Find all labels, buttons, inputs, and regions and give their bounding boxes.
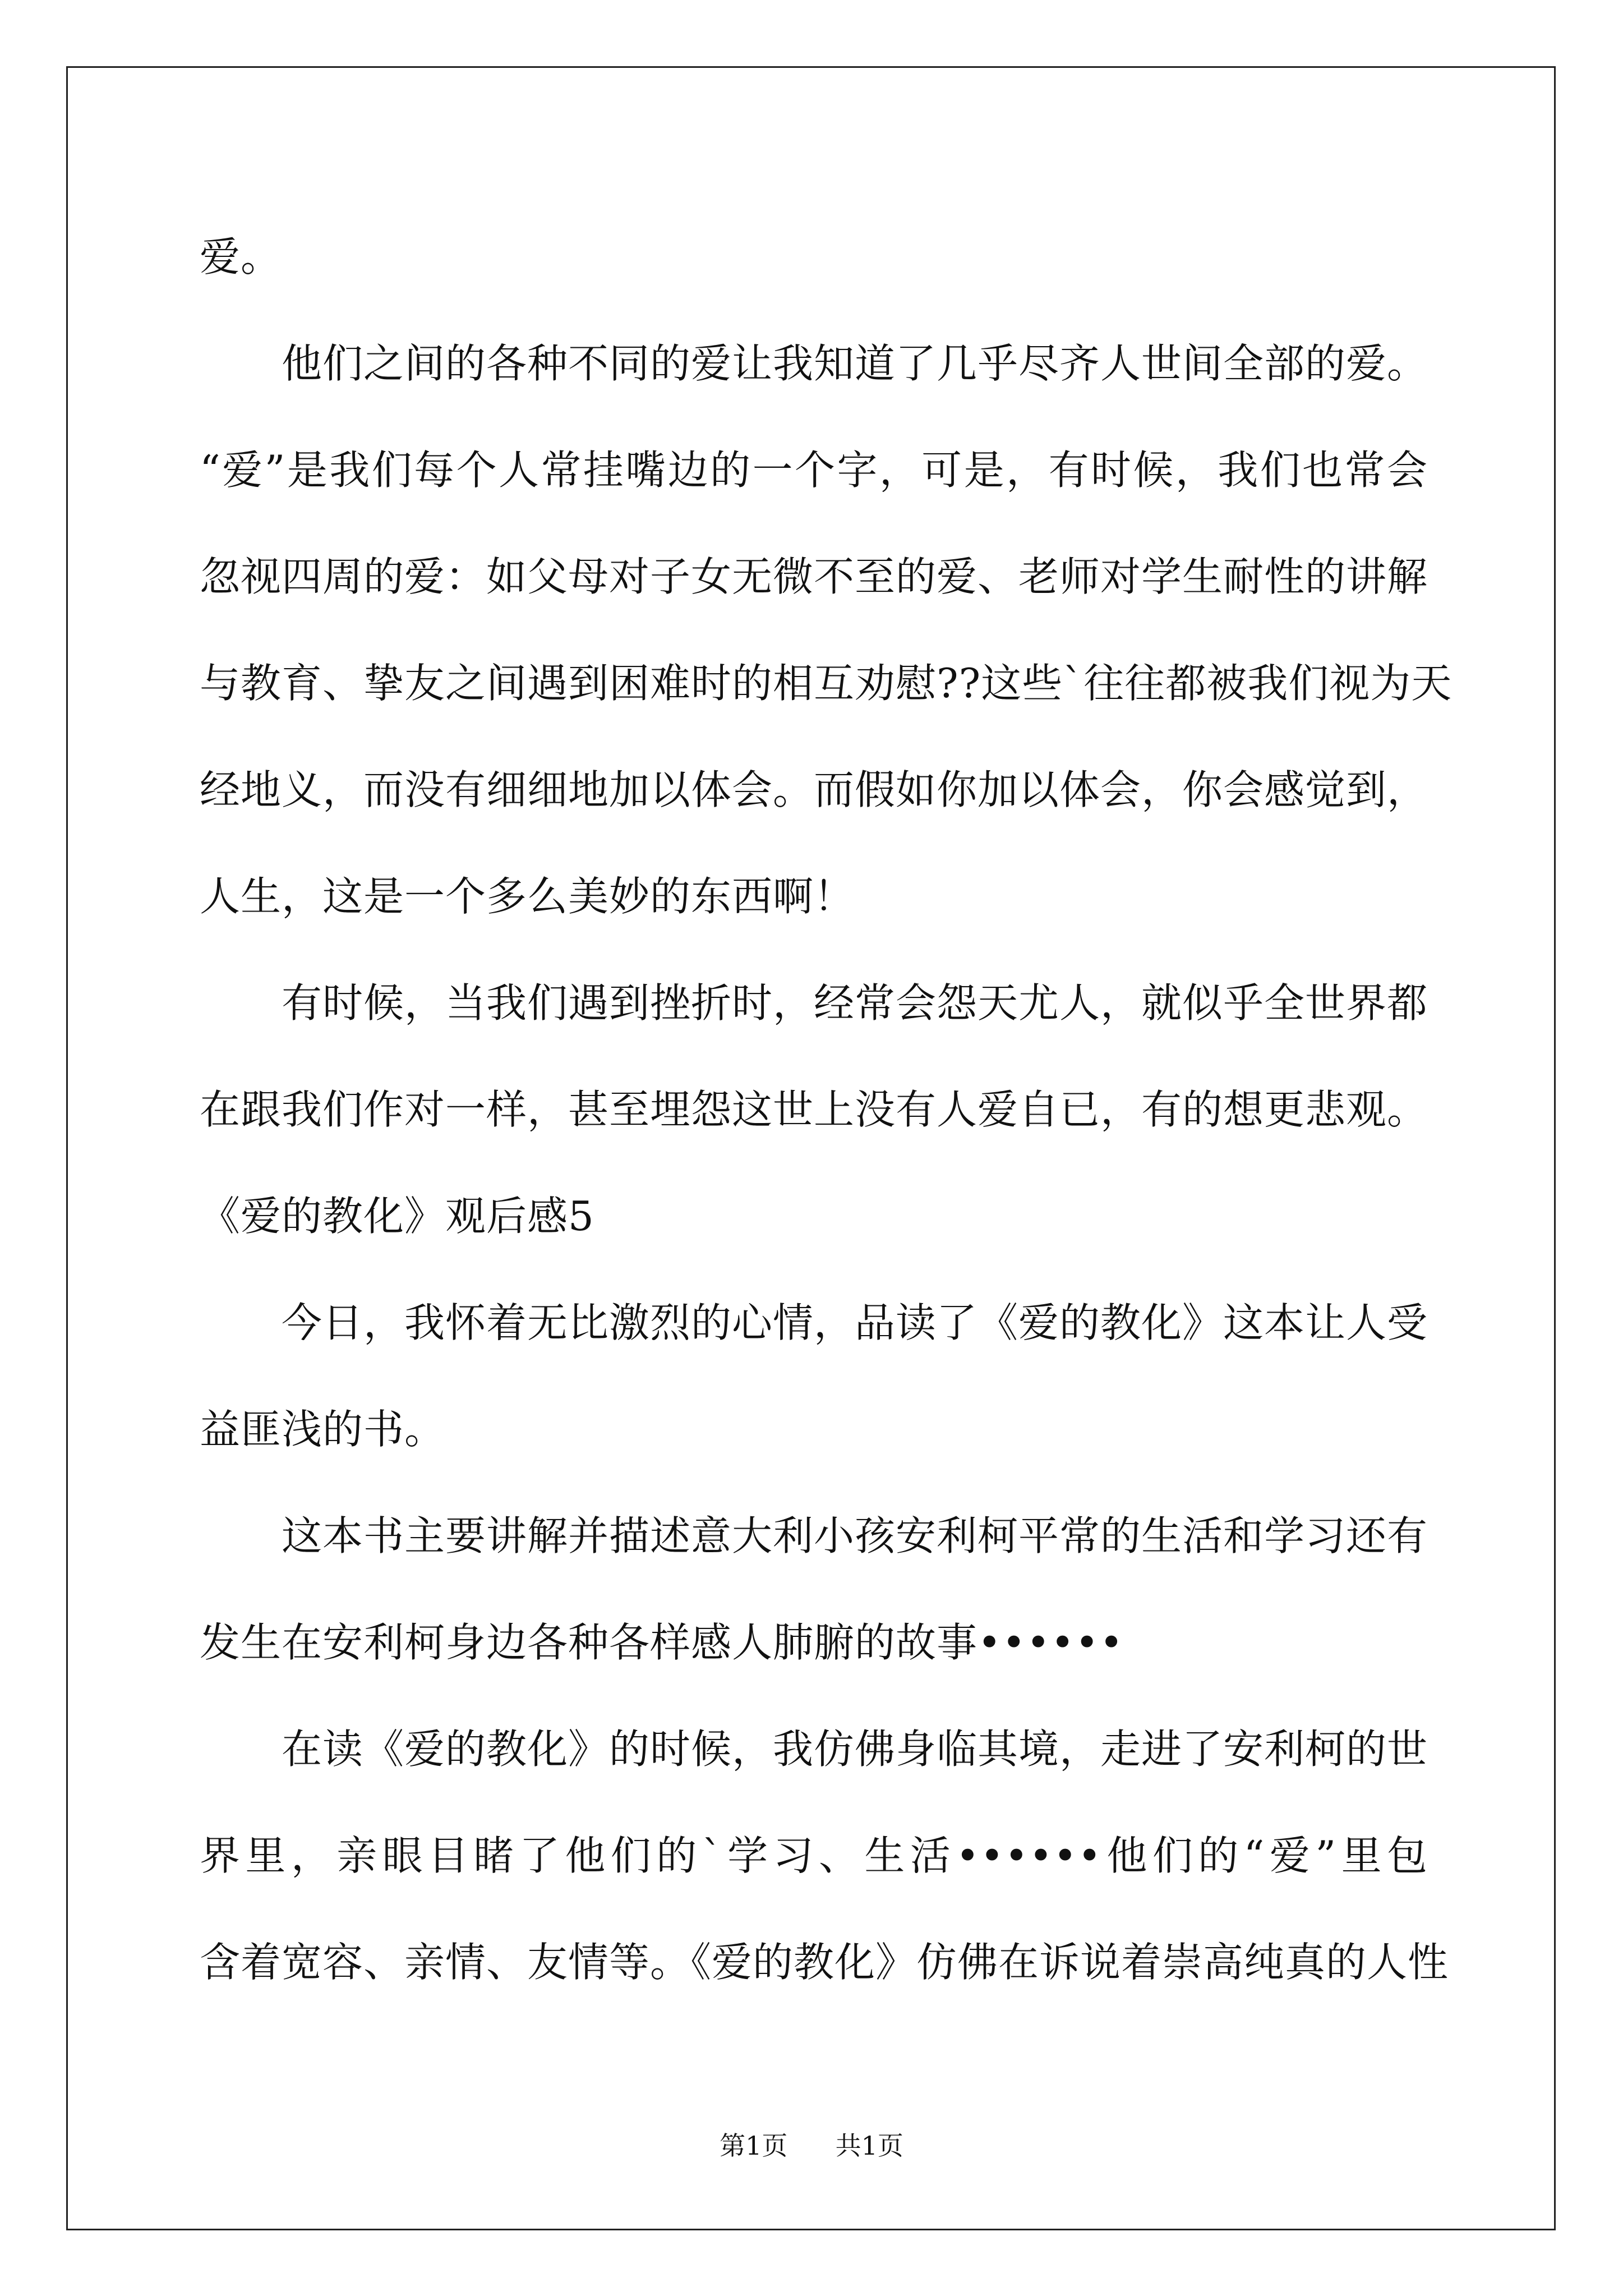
- text-line: 在跟我们作对一样，甚至埋怨这世上没有人爱自已，有的想更悲观。: [200, 1086, 1428, 1133]
- text-line: 界里，亲眼目睹了他们的`学习、生活••••••他们的“爱”里包: [200, 1832, 1428, 1879]
- page-footer: [0, 2129, 1623, 2162]
- text-line: 忽视四周的爱：如父母对子女无微不至的爱、老师对学生耐性的讲解: [200, 553, 1428, 600]
- text-line: 人生，这是一个多么美妙的东西啊！: [200, 873, 855, 920]
- page-number: 第1页: [720, 2131, 788, 2161]
- page-total: 共1页: [835, 2131, 903, 2161]
- text-line: 他们之间的各种不同的爱让我知道了几乎尽齐人世间全部的爱。: [282, 340, 1428, 387]
- text-line: “爱”是我们每个人常挂嘴边的一个字，可是，有时候，我们也常会: [200, 447, 1428, 494]
- text-line: 经地义，而没有细细地加以体会。而假如你加以体会，你会感觉到，: [200, 766, 1428, 813]
- document-body: [200, 218, 1453, 2030]
- text-line: 含着宽容、亲情、友情等。《爱的教化》仿佛在诉说着崇高纯真的人性: [200, 1939, 1449, 1986]
- text-line: 益匪浅的书。: [200, 1406, 446, 1453]
- text-line: 与教育、挚友之间遇到困难时的相互劝慰??这些`往往都被我们视为天: [200, 660, 1453, 707]
- text-line: 今日，我怀着无比激烈的心情，品读了《爱的教化》这本让人受: [282, 1299, 1428, 1346]
- text-line: 爱。: [200, 233, 282, 280]
- text-line: 有时候，当我们遇到挫折时，经常会怨天尤人，就似乎全世界都: [282, 979, 1428, 1027]
- section-heading: 《爱的教化》观后感5: [200, 1193, 594, 1240]
- text-line: 在读《爱的教化》的时候，我仿佛身临其境，走进了安利柯的世: [282, 1726, 1428, 1773]
- text-line: 这本书主要讲解并描述意大利小孩安利柯平常的生活和学习还有: [282, 1512, 1428, 1559]
- text-line: 发生在安利柯身边各种各样感人肺腑的故事••••••: [200, 1619, 1124, 1666]
